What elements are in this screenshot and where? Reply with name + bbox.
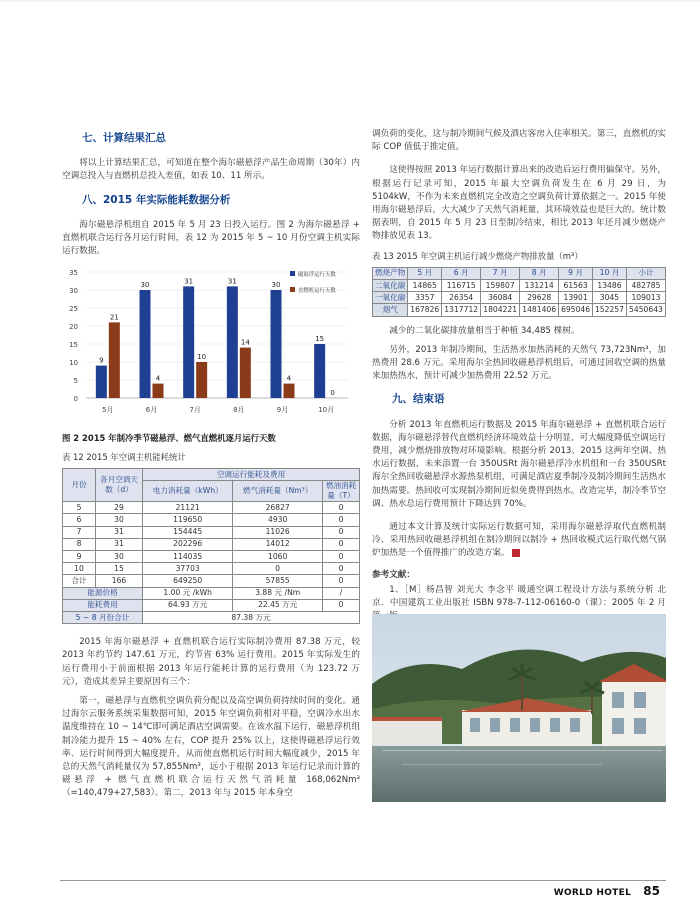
table-cell: 649250 (143, 575, 233, 587)
y-tick-label: 5 (73, 377, 78, 386)
table-cell: 116715 (442, 280, 481, 292)
table-cell: 695046 (559, 304, 593, 316)
bar-directfired (240, 348, 251, 398)
table-row (373, 292, 666, 304)
t13-head-cell: 小计 (626, 267, 665, 279)
footer-brand: WORLD HOTEL (553, 888, 632, 898)
t13-head-cell: 8 月 (520, 267, 559, 279)
table-cell: 31 (96, 538, 143, 550)
data-label: 4 (155, 375, 161, 384)
table-cell: 0 (323, 526, 360, 538)
reference-1: 1、［M］杨昌智 刘光大 李念平 暖通空调工程设计方法与系统分析 北京．中国建筑工业出版社 ISBN 978-7-112-06160-0（课）：2005 年 2 月 (372, 584, 666, 609)
table-cell: 30 (96, 514, 143, 526)
table-cell: 36084 (481, 292, 520, 304)
y-tick-label: 35 (69, 269, 78, 278)
legend-label: 磁悬浮运行天数 (298, 272, 336, 279)
paragraph-after-table-2: 第一，磁悬浮与直燃机空调负荷分配以及高空调负荷持续时间的变化。通过海尔云服务系统采集数据可知，2015 年空调负荷相对平稳，空调冷水出水温度维持在 10 ~ 14℃即可满足酒店空调需要。在该水温下运行，磁悬浮机组制冷能力提升 15 ~ 40% 左右，COP 提升 25% 以上，这使得磁悬浮运行效率、运行时间得到大幅度提升，从而使直燃机运行时间大幅度减少，2015 年总的天然气消耗量仅为 57,855Nm³，远小于根据 2013 年运行记录而计算的磁悬浮 + 燃气直燃机联合运行天然气消耗量 168,062Nm³（=140,479+27,583）。第二，2013 年与 2015 年本身空 (62, 695, 360, 799)
section-7-heading: 七、计算结果汇总 (82, 132, 166, 144)
table-cell: 14012 (233, 538, 323, 550)
legend-label: 直燃机运行天数 (298, 288, 336, 295)
table-cell: 15 (96, 563, 143, 575)
table-cell: 21121 (143, 502, 233, 514)
t12-price-fuel: / (323, 587, 360, 599)
y-tick-label: 0 (73, 395, 78, 404)
data-label: 21 (109, 313, 119, 322)
table-cell: 154445 (143, 526, 233, 538)
x-tick-label: 5月 (102, 406, 114, 415)
table-row (63, 538, 360, 550)
top-edge (0, 0, 700, 2)
section-8-heading: 八、2015 年实际能耗数据分析 (82, 193, 231, 206)
table-cell: 二氧化碳 (373, 280, 408, 292)
t13-head-cell: 燃烧产物 (373, 267, 408, 279)
data-label: 31 (227, 277, 237, 286)
table-row (63, 502, 360, 514)
table-cell: 7 (63, 526, 96, 538)
t12-head-fuel: 燃油消耗量（T） (323, 481, 360, 502)
table-cell: 0 (323, 514, 360, 526)
bar-directfired (284, 384, 295, 398)
y-tick-label: 30 (69, 287, 78, 296)
table-13 (372, 267, 666, 317)
table-cell: 1317712 (442, 304, 481, 316)
x-tick-label: 6月 (145, 406, 158, 415)
footer-rule (60, 880, 666, 881)
y-tick-label: 20 (69, 323, 78, 332)
data-label: 0 (330, 389, 335, 398)
table-cell: 1804221 (481, 304, 520, 316)
table-row (63, 575, 360, 587)
t12-total-value: 87.38 万元 (143, 611, 360, 623)
table-cell: 5 (63, 502, 96, 514)
table-cell: 合计 (63, 575, 96, 587)
bar-chart (62, 264, 360, 422)
t13-head-cell: 10 月 (593, 267, 627, 279)
data-label: 10 (197, 353, 207, 362)
y-tick-label: 15 (69, 341, 78, 350)
y-tick-label: 25 (69, 305, 78, 314)
table-12 (62, 468, 360, 624)
t12-cost-gas: 22.45 万元 (233, 599, 323, 611)
right-paragraph-6 (372, 521, 666, 561)
section-7-paragraph: 将以上计算结果汇总，可知道在整个海尔磁悬浮产品生命周期（30年）内空调总投入与直燃机总投入差值，如表 10、11 所示。 (62, 158, 360, 182)
t12-total-label: 5 ~ 8 月份合计 (63, 611, 143, 623)
table-cell: 0 (323, 538, 360, 550)
table-cell: 119650 (143, 514, 233, 526)
table-13-caption: 表 13 2015 年空调主机运行减少燃烧产物排放量（m³） (372, 250, 583, 261)
table-cell: 29 (96, 502, 143, 514)
table-cell: 26354 (442, 292, 481, 304)
end-mark: W (512, 549, 520, 557)
table-row (63, 514, 360, 526)
table-cell: 0 (323, 502, 360, 514)
table-row (63, 526, 360, 538)
t12-price-elec: 1.00 元 /kWh (143, 587, 233, 599)
x-tick-label: 7月 (189, 406, 201, 415)
bar-directfired (196, 362, 207, 398)
t12-cost-row (63, 599, 360, 611)
t12-cost-elec: 64.93 万元 (143, 599, 233, 611)
right-paragraph-4: 另外，2013 年制冷期间，生活热水加热消耗的天然气 73,723Nm³，加热费用 28.6 万元。采用海尔全热回收磁悬浮机组后，可通过回收空调的热量来加热热水，预计可减少加热费用 22.52 万元。 (372, 344, 666, 382)
bar-maglev (227, 287, 238, 399)
table-cell: 0 (323, 550, 360, 562)
legend-swatch (290, 271, 295, 276)
right-paragraph-5: 分析 2013 年直燃机运行数据及 2015 年海尔磁悬浮 + 直燃机联合运行数据，海尔磁悬浮替代直燃机经济环境效益十分明显，可大幅度降低空调运行费用，减少燃烧排放物对环境影响。根据分析 2013、2015 这两年空调、热水运行数据，未来添置一台 350USRt 海尔磁悬浮冷水机组和一台 350USRt 海尔全热回收磁悬浮水源热泵机组，可满足酒店夏季制冷及制冷期间生活热水加热需要。热回收可实现制冷期间近似免费得到热水。改造完毕，制冷季节空调、热水总运行费用预计下降达到 70%。 (372, 419, 666, 509)
table-cell: 37703 (143, 563, 233, 575)
hotel-photo (372, 614, 666, 802)
table-cell: 1060 (233, 550, 323, 562)
table-cell: 烟气 (373, 304, 408, 316)
legend-swatch (290, 287, 295, 292)
table-row (63, 550, 360, 562)
table-row (373, 280, 666, 292)
table-cell: 13901 (559, 292, 593, 304)
x-tick-label: 9月 (276, 406, 289, 415)
x-tick-label: 10月 (318, 406, 335, 415)
table-cell: 0 (323, 563, 360, 575)
table-12-caption: 表 12 2015 年空调主机能耗统计 (62, 451, 186, 462)
paragraph-after-table-1: 2015 年海尔磁悬浮 + 直燃机联合运行实际制冷费用 87.38 万元，较 2013 年约节约 147.61 万元，约节省 63% 运行费用。2015 年实际发生的运行费用小于前面根据 2013 年运行能耗计算的运行费用（为 123.72 万元），造成其差异主要原因有三个： (62, 637, 360, 687)
page-footer (554, 884, 660, 898)
table-cell: 13486 (593, 280, 627, 292)
t12-head-days: 各月空调天数（d） (96, 469, 143, 502)
t12-total-row (63, 611, 360, 623)
section-9-heading: 九、结束语 (392, 393, 445, 406)
t12-cost-label: 能耗费用 (63, 599, 143, 611)
bar-maglev (96, 366, 107, 398)
bar-maglev (140, 290, 151, 398)
right-continued-paragraph: 调负荷的变化，这与制冷期间气候及酒店客房入住率相关。第三，直燃机的实际 COP 值低于推定值。 (372, 129, 666, 153)
data-label: 31 (184, 277, 194, 286)
table-cell: 30 (96, 550, 143, 562)
table-cell: 26827 (233, 502, 323, 514)
t12-head-elec: 电力消耗量（kWh） (143, 481, 233, 502)
table-cell: 57855 (233, 575, 323, 587)
table-cell: 10 (63, 563, 96, 575)
t12-price-row (63, 587, 360, 599)
page-number: 85 (643, 884, 660, 898)
figure-2 (62, 264, 360, 427)
table-cell: 6 (63, 514, 96, 526)
y-tick-label: 10 (69, 359, 78, 368)
table-cell: 152257 (593, 304, 627, 316)
table-cell: 114035 (143, 550, 233, 562)
t13-head-cell: 6 月 (442, 267, 481, 279)
table-cell: 159807 (481, 280, 520, 292)
left-column (62, 128, 360, 807)
table-row (373, 304, 666, 316)
t13-head-cell: 9 月 (559, 267, 593, 279)
table-cell: 482785 (626, 280, 665, 292)
t12-price-label: 能源价格 (63, 587, 143, 599)
bar-maglev (314, 344, 325, 398)
bar-directfired (153, 384, 164, 398)
data-label: 30 (140, 281, 150, 290)
right-paragraph-6-text: 通过本文计算及统计实际运行数据可知，采用海尔磁悬浮取代直燃机制冷、采用热回收磁悬浮机组在制冷期间以制冷 + 热回收模式运行取代燃气锅炉加热是一个值得推广的改造方案。 (372, 522, 666, 559)
table-cell: 167826 (408, 304, 442, 316)
t13-head-row (373, 267, 666, 279)
t13-body (373, 280, 666, 317)
t12-cost-fuel: 0 (323, 599, 360, 611)
table-cell: 61563 (559, 280, 593, 292)
table-cell: 0 (233, 563, 323, 575)
table-cell: 3357 (408, 292, 442, 304)
table-cell: 131214 (520, 280, 559, 292)
table-cell: 202296 (143, 538, 233, 550)
table-cell: 109013 (626, 292, 665, 304)
t12-body (63, 502, 360, 587)
figure-2-caption: 图 2 2015 年制冷季节磁悬浮、燃气直燃机逐月运行天数 (62, 432, 276, 443)
section-8-paragraph: 海尔磁悬浮机组自 2015 年 5 月 23 日投入运行。图 2 为海尔磁悬浮 + 直燃机联合运行各月运行时间，表 12 为 2015 年 5 ~ 10 月份空调主机实际运行数据。 (62, 219, 360, 257)
bar-directfired (109, 323, 120, 399)
x-tick-label: 8月 (233, 406, 245, 415)
data-label: 30 (271, 281, 281, 290)
table-cell: 14865 (408, 280, 442, 292)
bar-maglev (271, 290, 282, 398)
right-paragraph-2: 这使得按照 2013 年运行数据计算出来的改造后运行费用偏保守。另外，根据运行记录可知，2015 年最大空调负荷发生在 6 月 29 日，为 5104kW，不作为未来直燃机完全改造之空调负荷计算依据之一。2015 年使用海尔磁悬浮后，大大减少了天然气消耗量，其环境效益也是巨大的。统计数据表明，自 2015 年 5 月 23 日至制冷结束，相比 2013 年还月减少燃烧产物排放见表 13。 (372, 165, 666, 242)
t13-head-cell: 5 月 (408, 267, 442, 279)
data-label: 9 (99, 357, 104, 366)
right-column (372, 128, 666, 629)
references-title: 参考文献： (372, 569, 415, 580)
table-cell: 0 (323, 575, 360, 587)
table-cell: 11026 (233, 526, 323, 538)
table-cell: 8 (63, 538, 96, 550)
table-cell: 4930 (233, 514, 323, 526)
t12-price-gas: 3.88 元 /Nm (233, 587, 323, 599)
data-label: 15 (315, 335, 325, 344)
t12-head-gas: 燃气消耗量（Nm³） (233, 481, 323, 502)
table-cell: 29628 (520, 292, 559, 304)
t12-head-month: 月份 (63, 469, 96, 502)
table-cell: 一氧化碳 (373, 292, 408, 304)
t13-head-cell: 7 月 (481, 267, 520, 279)
right-paragraph-3: 减少的二氧化碳排放量相当于种植 34,485 棵树。 (389, 325, 580, 336)
table-cell: 3045 (593, 292, 627, 304)
bar-maglev (183, 287, 194, 399)
data-label: 14 (240, 339, 250, 348)
t12-head-group: 空调运行能耗及费用 (143, 469, 360, 481)
table-row (63, 563, 360, 575)
table-cell: 5450643 (626, 304, 665, 316)
table-cell: 9 (63, 550, 96, 562)
table-cell: 1481406 (520, 304, 559, 316)
table-cell: 166 (96, 575, 143, 587)
hotel-photo-illustration (372, 614, 666, 802)
data-label: 4 (286, 375, 292, 384)
table-cell: 31 (96, 526, 143, 538)
